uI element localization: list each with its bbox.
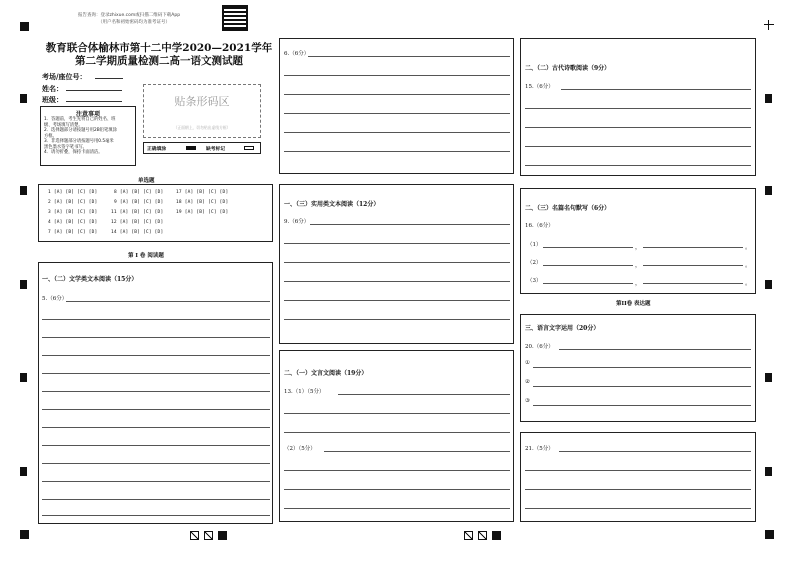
practical-section xyxy=(279,184,514,344)
q6-label: 6.（6分） xyxy=(284,51,310,57)
notice-line: 2．选择题部分请按题号用2B铅笔填涂 xyxy=(44,128,117,133)
answer-line[interactable] xyxy=(533,386,751,387)
answer-line[interactable] xyxy=(543,283,633,284)
timing-mark-icon xyxy=(765,373,772,382)
answer-line[interactable] xyxy=(284,113,510,114)
poetry-title: 二、（二）古代诗歌阅读（9分） xyxy=(525,65,611,72)
part2-label: 第II卷 表达题 xyxy=(616,301,651,307)
answer-line[interactable] xyxy=(525,165,751,166)
q9-label: 9.（6分） xyxy=(284,219,310,225)
answer-line[interactable] xyxy=(525,470,751,471)
corner-mark-icon xyxy=(20,22,29,31)
q15-label: 15.（6分） xyxy=(525,84,554,90)
answer-line[interactable] xyxy=(66,301,270,302)
q20-item-label: ① xyxy=(525,360,530,366)
answer-line[interactable] xyxy=(284,470,510,471)
answer-line[interactable] xyxy=(42,499,270,500)
answer-line[interactable] xyxy=(42,391,270,392)
timing-mark-icon xyxy=(765,280,772,289)
answer-line[interactable] xyxy=(543,247,633,248)
notice-line: 黑色墨水签字笔书写。 xyxy=(44,144,87,150)
q13-2-label: （2）（5分） xyxy=(284,446,316,452)
answer-line[interactable] xyxy=(533,405,751,406)
answer-line[interactable] xyxy=(525,146,751,147)
classical-section xyxy=(279,350,514,522)
language-section xyxy=(520,314,756,422)
barcode-area xyxy=(143,84,261,138)
answer-line[interactable] xyxy=(284,281,510,282)
q20-label: 20.（6分） xyxy=(525,344,554,350)
fill-example-box xyxy=(143,142,261,154)
answer-line[interactable] xyxy=(42,445,270,446)
answer-line[interactable] xyxy=(42,427,270,428)
famous-lines-section xyxy=(520,188,756,294)
choice-row[interactable]: 7 [A] [B] [C] [D] xyxy=(48,230,98,235)
answer-line[interactable] xyxy=(284,489,510,490)
barcode-hint: （正面朝上，切勿贴出虚线方框） xyxy=(173,125,231,130)
notice-line: 级、考场填写清楚。 xyxy=(44,122,83,128)
period-mark: 。 xyxy=(745,262,752,269)
q20-item-label: ③ xyxy=(525,398,530,404)
choice-row[interactable]: 1 [A] [B] [C] [D] xyxy=(48,190,98,195)
timing-mark-icon xyxy=(20,280,27,289)
answer-line[interactable] xyxy=(643,247,743,248)
answer-line[interactable] xyxy=(284,319,510,320)
answer-line[interactable] xyxy=(284,432,510,433)
comma-mark: ， xyxy=(635,280,642,287)
notice-box xyxy=(40,106,136,166)
comma-mark: ， xyxy=(635,244,642,251)
q16-item-label: （1） xyxy=(527,242,542,248)
page-mark-solid-icon xyxy=(218,531,227,540)
language-title: 三、语言文字运用（20分） xyxy=(525,325,600,332)
notice-line: 1．答题前，考生先将自己的姓名、班 xyxy=(44,117,116,122)
literature-section xyxy=(38,262,273,524)
practical-title: 一、（三）实用类文本阅读（12分） xyxy=(284,201,380,208)
answer-line[interactable] xyxy=(42,373,270,374)
crosshair-icon xyxy=(764,20,774,30)
notice-line: 4．请勿折叠，保持卡面清洁。 xyxy=(44,150,103,155)
absent-mark-label: 缺考标记 xyxy=(206,146,226,152)
timing-mark-icon xyxy=(20,373,27,382)
q16-item-label: （3） xyxy=(527,278,542,284)
timing-mark-icon xyxy=(765,186,772,195)
exam-title-line2: 第二学期质量检测二高一语文测试题 xyxy=(75,55,243,67)
page-mark-slash-icon xyxy=(204,531,213,540)
seat-field[interactable] xyxy=(95,78,123,79)
choice-row[interactable]: 4 [A] [B] [C] [D] xyxy=(48,220,98,225)
literature-title: 一、（二）文学类文本阅读（15分） xyxy=(42,276,138,283)
answer-line[interactable] xyxy=(525,508,751,509)
q6-section xyxy=(279,38,514,174)
choice-row[interactable]: 12 [A] [B] [C] [D] xyxy=(111,220,164,225)
notice-line: 3．非选择题部分请按题号用0.5毫米 xyxy=(44,139,114,144)
report-info-line1: 报告查询：登录zhixue.com或扫描二维码下载App xyxy=(78,13,181,18)
q20-item-label: ② xyxy=(525,379,530,385)
answer-line[interactable] xyxy=(42,355,270,356)
timing-mark-icon xyxy=(765,94,772,103)
page-mark-slash-icon xyxy=(478,531,487,540)
answer-line[interactable] xyxy=(42,337,270,338)
name-label: 姓名： xyxy=(42,84,63,93)
answer-line[interactable] xyxy=(284,94,510,95)
answer-line[interactable] xyxy=(284,132,510,133)
answer-line[interactable] xyxy=(284,151,510,152)
choice-row[interactable]: 9 [A] [B] [C] [D] xyxy=(114,200,164,205)
answer-line[interactable] xyxy=(338,394,510,395)
qr-code-icon xyxy=(222,5,248,31)
name-field[interactable] xyxy=(66,90,122,91)
corner-mark-icon xyxy=(765,530,774,539)
notice-title: 注意事项 xyxy=(75,111,100,118)
answer-line[interactable] xyxy=(284,300,510,301)
page-mark-slash-icon xyxy=(190,531,199,540)
q16-item-label: （2） xyxy=(527,260,542,266)
choice-row[interactable]: 2 [A] [B] [C] [D] xyxy=(48,200,98,205)
timing-mark-icon xyxy=(765,467,772,476)
q5-label: 5.（6分） xyxy=(42,296,68,302)
correct-fill-label: 正确填涂 xyxy=(147,146,167,152)
answer-line[interactable] xyxy=(42,481,270,482)
answer-line[interactable] xyxy=(42,515,270,516)
answer-line[interactable] xyxy=(308,56,510,57)
absent-bubble[interactable] xyxy=(244,146,254,150)
q16-label: 16.（6分） xyxy=(525,223,554,229)
choice-row[interactable]: 14 [A] [B] [C] [D] xyxy=(111,230,164,235)
famous-title: 二、（三）名篇名句默写（6分） xyxy=(525,205,611,212)
answer-line[interactable] xyxy=(643,265,743,266)
class-label: 班级： xyxy=(42,95,63,104)
answer-line[interactable] xyxy=(284,413,510,414)
page-mark-solid-icon xyxy=(492,531,501,540)
period-mark: 。 xyxy=(745,280,752,287)
period-mark: 。 xyxy=(745,244,752,251)
answer-line[interactable] xyxy=(525,489,751,490)
choice-row[interactable]: 8 [A] [B] [C] [D] xyxy=(114,190,164,195)
timing-mark-icon xyxy=(20,467,27,476)
choice-title: 单选题 xyxy=(138,178,155,184)
answer-line[interactable] xyxy=(643,283,743,284)
answer-line[interactable] xyxy=(533,367,751,368)
classical-title: 二、（一）文言文阅读（19分） xyxy=(284,370,368,377)
answer-line[interactable] xyxy=(525,108,751,109)
answer-line[interactable] xyxy=(42,463,270,464)
timing-mark-icon xyxy=(20,94,27,103)
report-info-line2: （用户名和初始密码均为准考证号） xyxy=(98,20,170,25)
choice-row[interactable]: 3 [A] [B] [C] [D] xyxy=(48,210,98,215)
answer-line[interactable] xyxy=(559,451,751,452)
answer-line[interactable] xyxy=(284,262,510,263)
poetry-section xyxy=(520,38,756,176)
exam-title-line1: 教育联合体榆林市第十二中学2020—2021学年 xyxy=(45,42,273,54)
answer-line[interactable] xyxy=(42,409,270,410)
choice-row[interactable]: 17 [A] [B] [C] [D] xyxy=(176,190,229,195)
barcode-title: 贴条形码区 xyxy=(174,95,230,108)
choice-row[interactable]: 19 [A] [B] [C] [D] xyxy=(176,210,229,215)
answer-line[interactable] xyxy=(561,89,751,90)
timing-mark-icon xyxy=(20,186,27,195)
class-field[interactable] xyxy=(66,101,122,102)
answer-line[interactable] xyxy=(284,243,510,244)
filled-bubble-icon xyxy=(186,146,196,150)
seat-label: 考场/座位号： xyxy=(42,72,87,81)
choice-row[interactable]: 11 [A] [B] [C] [D] xyxy=(111,210,164,215)
q21-label: 21.（5分） xyxy=(525,446,554,452)
answer-line[interactable] xyxy=(543,265,633,266)
q21-section xyxy=(520,432,756,522)
corner-mark-icon xyxy=(20,530,29,539)
answer-line[interactable] xyxy=(284,75,510,76)
page-mark-slash-icon xyxy=(464,531,473,540)
answer-line[interactable] xyxy=(284,508,510,509)
answer-line[interactable] xyxy=(324,451,510,452)
part1-label: 第 I 卷 阅读题 xyxy=(128,253,164,259)
answer-line[interactable] xyxy=(525,127,751,128)
answer-line[interactable] xyxy=(310,224,510,225)
answer-line[interactable] xyxy=(42,319,270,320)
answer-line[interactable] xyxy=(559,349,751,350)
choice-row[interactable]: 18 [A] [B] [C] [D] xyxy=(176,200,229,205)
notice-line: 方框。 xyxy=(44,133,57,139)
comma-mark: ， xyxy=(635,262,642,269)
q13-1-label: 13.（1）（5分） xyxy=(284,389,325,395)
choice-box xyxy=(38,184,273,242)
